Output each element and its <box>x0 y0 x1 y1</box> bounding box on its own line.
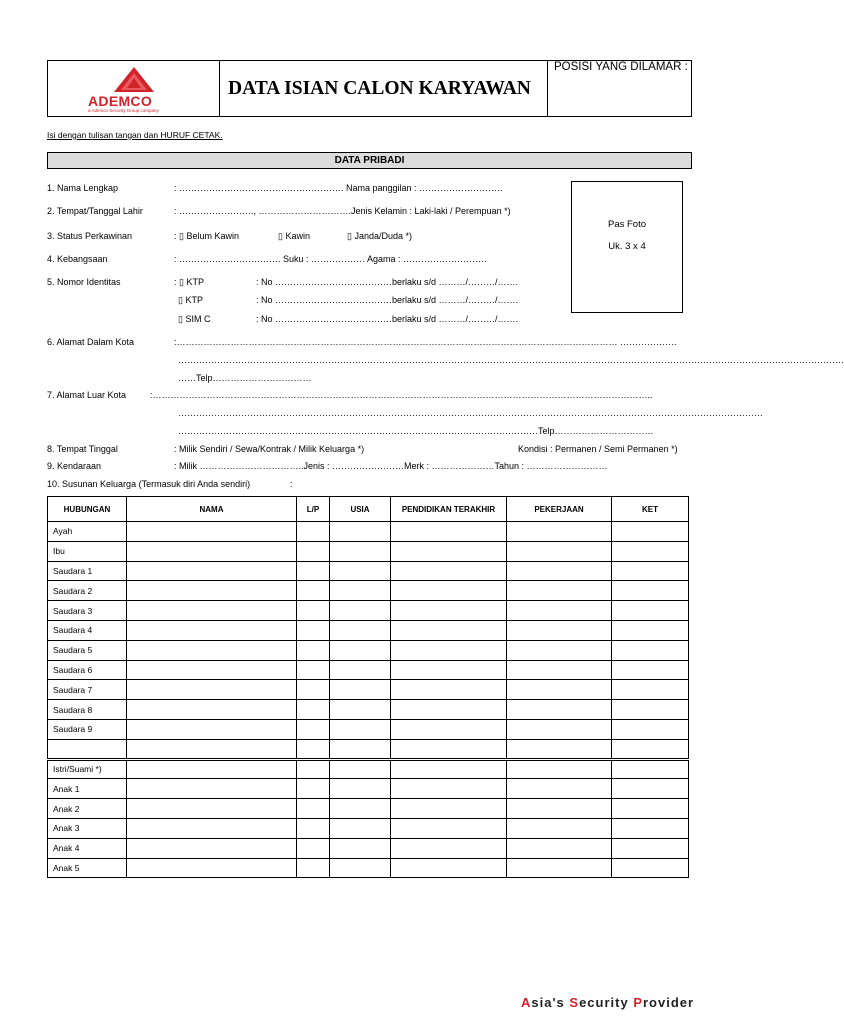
entry-cell[interactable] <box>391 581 507 601</box>
table-row <box>48 858 689 878</box>
footer-initial-s: S <box>569 995 580 1010</box>
table-row <box>48 838 689 858</box>
table-row <box>48 799 689 819</box>
entry-cell[interactable] <box>507 522 612 542</box>
position-applied-label: POSISI YANG DILAMAR : <box>554 61 688 73</box>
entry-cell[interactable] <box>297 601 330 621</box>
field-address-outer-phone[interactable]: …………………………………………………………………………………………………………Telp…………………………… <box>178 426 654 436</box>
photo-size: Uk. 3 x 4 <box>608 241 646 252</box>
entry-cell[interactable] <box>507 838 612 858</box>
entry-cell[interactable] <box>297 779 330 799</box>
entry-cell[interactable] <box>391 640 507 660</box>
checkbox-kawin[interactable]: ▯ Kawin <box>278 231 310 241</box>
entry-cell[interactable] <box>330 858 391 878</box>
entry-cell[interactable] <box>612 522 689 542</box>
entry-cell[interactable] <box>612 601 689 621</box>
entry-cell[interactable] <box>391 818 507 838</box>
relation-cell: Anak 4 <box>48 838 127 858</box>
footer-word-asias: sia's <box>531 995 570 1010</box>
entry-cell[interactable] <box>330 640 391 660</box>
entry-cell[interactable] <box>127 838 297 858</box>
entry-cell[interactable] <box>127 719 297 739</box>
checkbox-janda-duda[interactable]: ▯ Janda/Duda *) <box>347 231 412 241</box>
entry-cell[interactable] <box>391 838 507 858</box>
entry-cell[interactable] <box>330 719 391 739</box>
entry-cell[interactable] <box>612 779 689 799</box>
relation-cell: Saudara 5 <box>48 640 127 660</box>
table-row <box>48 759 689 779</box>
entry-cell[interactable] <box>330 522 391 542</box>
checkbox-id-sim-c[interactable]: ▯ SIM C <box>178 314 211 324</box>
entry-cell[interactable] <box>507 640 612 660</box>
entry-cell[interactable] <box>297 620 330 640</box>
entry-cell[interactable] <box>507 739 612 759</box>
entry-cell[interactable] <box>127 799 297 819</box>
header-divider <box>547 61 548 116</box>
section-title-personal: DATA PRIBADI <box>47 152 692 169</box>
entry-cell[interactable] <box>612 561 689 581</box>
ademco-logo-icon <box>114 67 154 92</box>
photo-label: Pas Foto <box>607 219 647 230</box>
table-row <box>48 779 689 799</box>
entry-cell[interactable] <box>612 660 689 680</box>
logo-wordmark: ADEMCO <box>88 93 153 109</box>
entry-cell[interactable] <box>127 581 297 601</box>
entry-cell[interactable] <box>127 561 297 581</box>
table-row <box>48 522 689 542</box>
entry-cell[interactable] <box>330 680 391 700</box>
entry-cell[interactable] <box>391 719 507 739</box>
relation-cell <box>48 739 127 759</box>
entry-cell[interactable] <box>507 680 612 700</box>
entry-cell[interactable] <box>330 818 391 838</box>
entry-cell[interactable] <box>612 799 689 819</box>
entry-cell[interactable] <box>297 838 330 858</box>
field-family-label: 10. Susunan Keluarga (Termasuk diri Anda sendiri) <box>47 479 251 489</box>
entry-cell[interactable] <box>297 541 330 561</box>
col-header-ket: KET <box>612 497 689 522</box>
entry-cell[interactable] <box>391 620 507 640</box>
entry-cell[interactable] <box>612 719 689 739</box>
col-header-pendidikan: PENDIDIKAN TERAKHIR <box>391 497 507 522</box>
relation-cell: Anak 3 <box>48 818 127 838</box>
relation-cell: Anak 5 <box>48 858 127 878</box>
footer-word-provider: rovider <box>643 995 695 1010</box>
relation-cell: Saudara 6 <box>48 660 127 680</box>
field-family-colon: : <box>290 479 293 489</box>
field-id-number-2[interactable]: : No …………………………………berlaku s/d ………/………/……. <box>256 295 519 305</box>
entry-cell[interactable] <box>330 700 391 720</box>
entry-cell[interactable] <box>127 660 297 680</box>
entry-cell[interactable] <box>127 818 297 838</box>
relation-cell: Saudara 3 <box>48 601 127 621</box>
field-id-label: 5. Nomor Identitas <box>47 277 121 287</box>
entry-cell[interactable] <box>391 561 507 581</box>
footer-initial-a: A <box>521 995 532 1010</box>
field-birth-label: 2. Tempat/Tanggal Lahir <box>47 206 143 216</box>
entry-cell[interactable] <box>612 700 689 720</box>
entry-cell[interactable] <box>330 581 391 601</box>
entry-cell[interactable] <box>330 739 391 759</box>
entry-cell[interactable] <box>297 561 330 581</box>
entry-cell[interactable] <box>330 799 391 819</box>
col-header-hubungan: HUBUNGAN <box>48 497 127 522</box>
entry-cell[interactable] <box>127 601 297 621</box>
entry-cell[interactable] <box>507 779 612 799</box>
relation-cell: Saudara 2 <box>48 581 127 601</box>
field-address-city-line1[interactable]: :………………………………………………………………………………………………………………………………… ………………. <box>174 337 677 347</box>
relation-cell: Saudara 8 <box>48 700 127 720</box>
entry-cell[interactable] <box>391 601 507 621</box>
entry-cell[interactable] <box>612 620 689 640</box>
entry-cell[interactable] <box>391 522 507 542</box>
entry-cell[interactable] <box>297 818 330 838</box>
photo-box[interactable] <box>571 181 683 313</box>
col-header-lp: L/P <box>297 497 330 522</box>
entry-cell[interactable] <box>297 660 330 680</box>
field-address-city-label: 6. Alamat Dalam Kota <box>47 337 135 347</box>
table-header-row <box>48 497 689 522</box>
table-row <box>48 818 689 838</box>
relation-cell: Anak 1 <box>48 779 127 799</box>
entry-cell[interactable] <box>391 700 507 720</box>
relation-cell: Ibu <box>48 541 127 561</box>
footer-word-security: ecurity <box>579 995 634 1010</box>
table-row <box>48 660 689 680</box>
logo-tagline: a Ademco Security Group company <box>88 108 159 113</box>
field-full-name-label: 1. Nama Lengkap <box>47 183 119 193</box>
entry-cell[interactable] <box>612 818 689 838</box>
checkbox-id-ktp-2[interactable]: ▯ KTP <box>178 295 203 305</box>
relation-cell: Ayah <box>48 522 127 542</box>
entry-cell[interactable] <box>127 680 297 700</box>
table-row <box>48 561 689 581</box>
field-residence-input[interactable]: : Milik Sendiri / Sewa/Kontrak / Milik Keluarga *) <box>174 444 365 454</box>
document-title: DATA ISIAN CALON KARYAWAN <box>228 78 531 99</box>
field-id-number-1[interactable]: : No …………………………………berlaku s/d ………/………/……. <box>256 277 519 287</box>
entry-cell[interactable] <box>330 620 391 640</box>
table-row <box>48 680 689 700</box>
table-row <box>48 581 689 601</box>
entry-cell[interactable] <box>297 581 330 601</box>
entry-cell[interactable] <box>391 799 507 819</box>
entry-cell[interactable] <box>507 818 612 838</box>
entry-cell[interactable] <box>127 620 297 640</box>
entry-cell[interactable] <box>507 620 612 640</box>
field-residence-label: 8. Tempat Tinggal <box>47 444 118 454</box>
table-row <box>48 739 689 759</box>
entry-cell[interactable] <box>612 640 689 660</box>
entry-cell[interactable] <box>507 561 612 581</box>
entry-cell[interactable] <box>507 700 612 720</box>
checkbox-id-ktp-1[interactable]: : ▯ KTP <box>174 277 204 287</box>
field-id-number-3[interactable]: : No …………………………………berlaku s/d ………/………/……. <box>256 314 519 324</box>
entry-cell[interactable] <box>507 759 612 779</box>
entry-cell[interactable] <box>612 759 689 779</box>
entry-cell[interactable] <box>507 660 612 680</box>
table-row <box>48 700 689 720</box>
entry-cell[interactable] <box>507 799 612 819</box>
entry-cell[interactable] <box>297 522 330 542</box>
checkbox-belum-kawin[interactable]: : ▯ Belum Kawin <box>174 231 239 241</box>
entry-cell[interactable] <box>297 700 330 720</box>
field-marital-label: 3. Status Perkawinan <box>47 231 133 241</box>
entry-cell[interactable] <box>330 601 391 621</box>
entry-cell[interactable] <box>391 660 507 680</box>
entry-cell[interactable] <box>127 700 297 720</box>
instruction-note: Isi dengan tulisan tangan dan HURUF CETAK. <box>47 130 223 140</box>
entry-cell[interactable] <box>127 739 297 759</box>
field-address-outer-line2[interactable]: …………………………………………………………………………………………………………………………………………………………………………… <box>178 408 763 418</box>
field-address-outer-label: 7. Alamat Luar Kota <box>47 390 127 400</box>
field-full-name-input[interactable]: : ………………………………………………. Nama panggilan : ………………………. <box>174 183 503 193</box>
entry-cell[interactable] <box>330 779 391 799</box>
relation-cell: Saudara 1 <box>48 561 127 581</box>
relation-cell: Istri/Suami *) <box>48 759 127 779</box>
entry-cell[interactable] <box>507 858 612 878</box>
entry-cell[interactable] <box>127 759 297 779</box>
entry-cell[interactable] <box>330 838 391 858</box>
table-row <box>48 620 689 640</box>
entry-cell[interactable] <box>330 759 391 779</box>
entry-cell[interactable] <box>297 799 330 819</box>
field-nationality-input[interactable]: : ……………………………. Suku : ……………… Agama : ………………………. <box>174 254 487 264</box>
field-vehicle-input[interactable]: : Milik ……………………………..Jenis : ……………………Merk : …………………Tahun : ……………………… <box>174 461 608 471</box>
relation-cell: Saudara 7 <box>48 680 127 700</box>
entry-cell[interactable] <box>507 719 612 739</box>
field-nationality-label: 4. Kebangsaan <box>47 254 108 264</box>
table-row <box>48 541 689 561</box>
entry-cell[interactable] <box>612 838 689 858</box>
col-header-nama: NAMA <box>127 497 297 522</box>
col-header-pekerjaan: PEKERJAAN <box>507 497 612 522</box>
entry-cell[interactable] <box>612 858 689 878</box>
relation-cell: Anak 2 <box>48 799 127 819</box>
entry-cell[interactable] <box>391 858 507 878</box>
entry-cell[interactable] <box>297 759 330 779</box>
entry-cell[interactable] <box>391 759 507 779</box>
field-address-city-line2[interactable]: …………………………………………………………………………………………………………………………………………………………………………………………………… <box>178 355 844 365</box>
entry-cell[interactable] <box>612 680 689 700</box>
entry-cell[interactable] <box>127 858 297 878</box>
entry-cell[interactable] <box>507 601 612 621</box>
entry-cell[interactable] <box>391 541 507 561</box>
footer-initial-p: P <box>633 995 643 1010</box>
entry-cell[interactable] <box>330 541 391 561</box>
field-residence-condition[interactable]: Kondisi : Permanen / Semi Permanen *) <box>518 444 678 454</box>
entry-cell[interactable] <box>127 541 297 561</box>
entry-cell[interactable] <box>330 660 391 680</box>
table-row <box>48 640 689 660</box>
entry-cell[interactable] <box>297 640 330 660</box>
entry-cell[interactable] <box>612 581 689 601</box>
entry-cell[interactable] <box>297 858 330 878</box>
field-birth-input[interactable]: : ……………………., ………………………….Jenis Kelamin : Laki-laki / Perempuan *) <box>174 206 511 216</box>
entry-cell[interactable] <box>391 739 507 759</box>
field-address-outer-line1[interactable]: :………………………………………………………………………………………………………………………………………………….. <box>150 390 653 400</box>
field-vehicle-label: 9. Kendaraan <box>47 461 102 471</box>
footer-slogan <box>521 995 694 1010</box>
entry-cell[interactable] <box>297 680 330 700</box>
family-table <box>47 496 689 878</box>
entry-cell[interactable] <box>297 719 330 739</box>
entry-cell[interactable] <box>507 541 612 561</box>
field-address-city-phone[interactable]: ……Telp…………………………… <box>178 373 312 383</box>
table-row <box>48 601 689 621</box>
entry-cell[interactable] <box>297 739 330 759</box>
entry-cell[interactable] <box>127 522 297 542</box>
entry-cell[interactable] <box>507 581 612 601</box>
entry-cell[interactable] <box>127 779 297 799</box>
entry-cell[interactable] <box>127 640 297 660</box>
entry-cell[interactable] <box>612 739 689 759</box>
col-header-usia: USIA <box>330 497 391 522</box>
entry-cell[interactable] <box>612 541 689 561</box>
entry-cell[interactable] <box>330 561 391 581</box>
entry-cell[interactable] <box>391 680 507 700</box>
entry-cell[interactable] <box>391 779 507 799</box>
relation-cell: Saudara 9 <box>48 719 127 739</box>
table-row <box>48 719 689 739</box>
relation-cell: Saudara 4 <box>48 620 127 640</box>
